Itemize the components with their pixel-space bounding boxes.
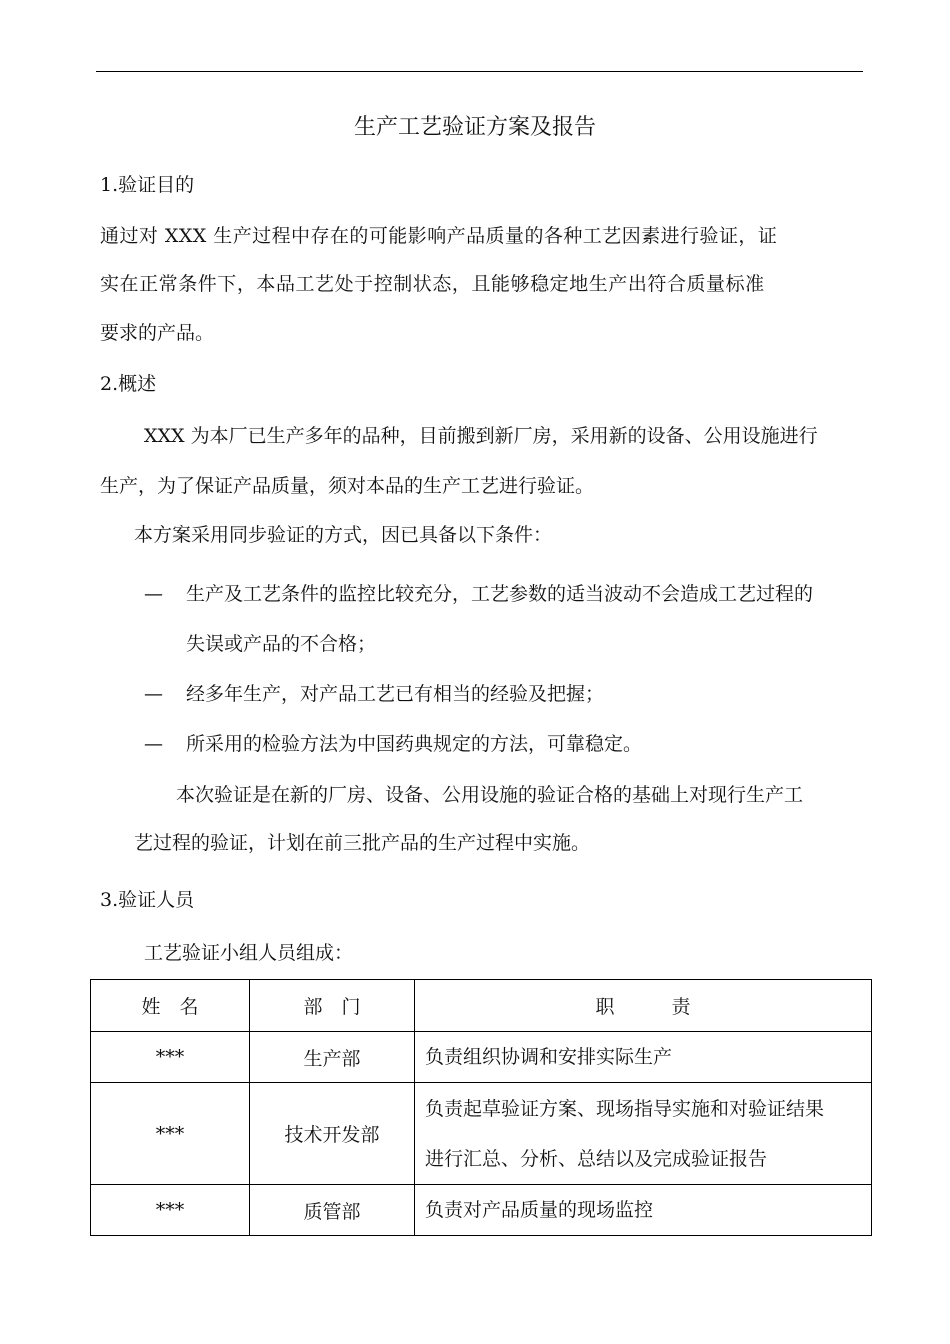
column-header-department: 部 门	[250, 980, 415, 1032]
column-header-duty: 职 责	[415, 980, 872, 1032]
duty-line: 负责起草验证方案、现场指导实施和对验证结果	[425, 1097, 825, 1120]
document-title: 生产工艺验证方案及报告	[353, 115, 596, 140]
section-1-line: 实在正常条件下，本品工艺处于控制状态，且能够稳定地生产出符合质量标准	[100, 273, 765, 295]
section-3-heading: 3.验证人员	[100, 889, 195, 911]
member-duty	[415, 1185, 872, 1236]
overview-paragraph: 本方案采用同步验证的方式，因已具备以下条件：	[134, 524, 553, 546]
overview-paragraph-line: 生产，为了保证产品质量，须对本品的生产工艺进行验证。	[100, 475, 595, 497]
condition-bullet-line: 失误或产品的不合格；	[186, 633, 377, 655]
member-duty	[415, 1032, 872, 1083]
validation-team-table	[90, 979, 872, 1236]
member-department: 技术开发部	[250, 1083, 415, 1185]
bullet-dash: —	[144, 733, 163, 755]
member-name: ***	[91, 1032, 250, 1083]
section-1-line: 通过对 XXX 生产过程中存在的可能影响产品质量的各种工艺因素进行验证，证	[100, 225, 778, 247]
table-row	[91, 1185, 872, 1236]
member-department: 生产部	[250, 1032, 415, 1083]
condition-bullet-line: 所采用的检验方法为中国药典规定的方法，可靠稳定。	[186, 733, 643, 755]
overview-paragraph-line: 艺过程的验证，计划在前三批产品的生产过程中实施。	[134, 832, 591, 854]
bullet-dash: —	[144, 683, 163, 705]
table-header-row	[91, 980, 872, 1032]
column-header-name: 姓 名	[91, 980, 250, 1032]
table-row	[91, 1032, 872, 1083]
duty-line: 负责对产品质量的现场监控	[425, 1199, 654, 1221]
condition-bullet-line: 生产及工艺条件的监控比较充分，工艺参数的适当波动不会造成工艺过程的	[186, 583, 814, 605]
table-row	[91, 1083, 872, 1185]
member-name: ***	[91, 1083, 250, 1185]
header-rule	[96, 71, 863, 72]
overview-paragraph-line: 本次验证是在新的厂房、设备、公用设施的验证合格的基础上对现行生产工	[176, 784, 804, 806]
duty-line: 负责组织协调和安排实际生产	[425, 1046, 673, 1068]
section-1-line: 要求的产品。	[100, 322, 215, 344]
member-duty	[415, 1083, 872, 1185]
member-name: ***	[91, 1185, 250, 1236]
member-department: 质管部	[250, 1185, 415, 1236]
condition-bullet-line: 经多年生产，对产品工艺已有相当的经验及把握；	[186, 683, 605, 705]
team-intro: 工艺验证小组人员组成：	[144, 942, 354, 964]
section-2-heading: 2.概述	[100, 373, 157, 395]
duty-line: 进行汇总、分析、总结以及完成验证报告	[425, 1147, 768, 1170]
section-1-heading: 1.验证目的	[100, 174, 195, 196]
overview-paragraph-line: XXX 为本厂已生产多年的品种，目前搬到新厂房，采用新的设备、公用设施进行	[144, 425, 818, 447]
bullet-dash: —	[144, 583, 163, 605]
